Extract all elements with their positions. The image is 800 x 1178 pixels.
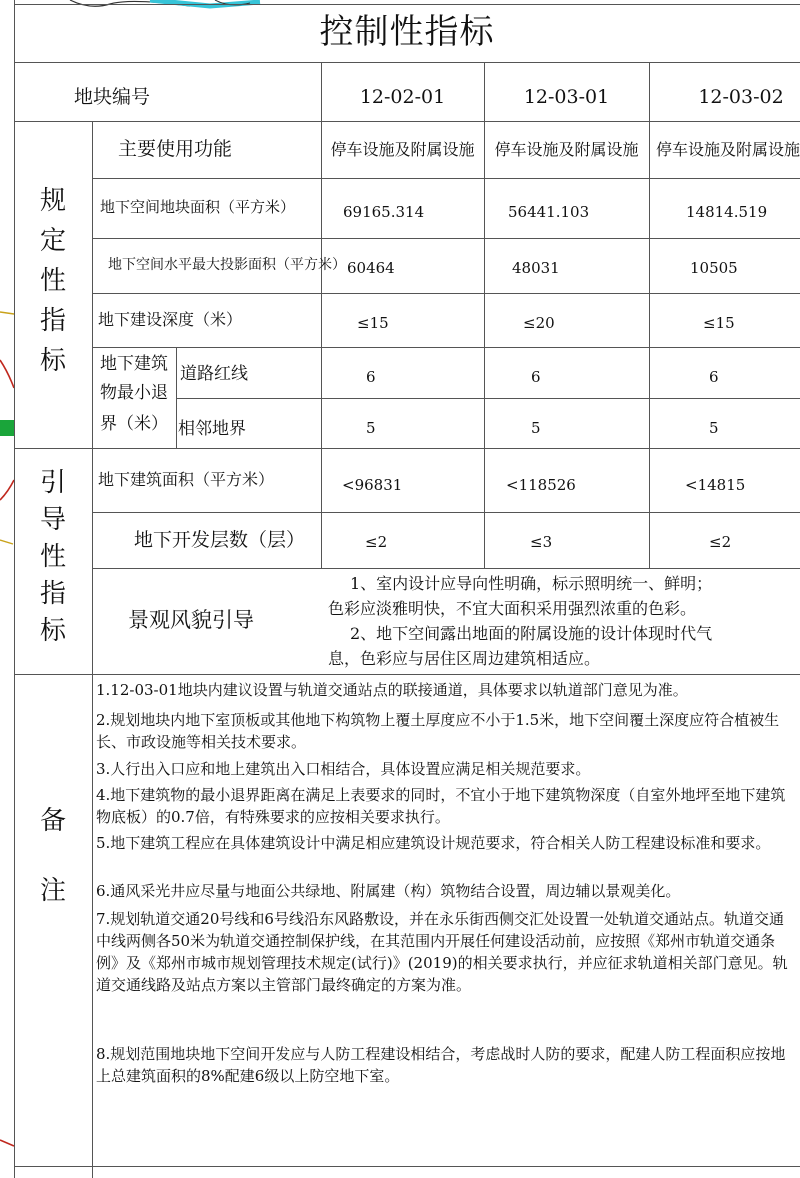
rule (14, 62, 800, 63)
cell-value: ≤15 (357, 314, 389, 332)
remark-note: 7.规划轨道交通20号线和6号线沿东风路敷设，并在永乐街西侧交汇处设置一处轨道交通站点。轨道交通中线两侧各50米为轨道交通控制保护线，在其范围内开展任何建设活动前，应按照《郑州市轨道交通条例》及《郑州市城市规划管理技术规定(试行)》(2019)的相关要求执行，并应征求轨道相关部门意见。轨道交通线路及站点方案以主管部门最终确定的方案为准。 (96, 910, 788, 994)
row-label-land-area: 地下空间地块面积（平方米） (100, 198, 296, 216)
landscape-guidance-line: 1、室内设计应导向性明确，标示照明统一、鲜明； (350, 574, 713, 593)
landscape-guidance-line: 色彩应淡雅明快，不宜大面积采用强烈浓重的色彩。 (328, 599, 697, 618)
cell-value: 69165.314 (343, 203, 425, 221)
landscape-guidance-line: 2、地下空间露出地面的附属设施的设计体现时代气 (350, 624, 713, 643)
cell-value: 56441.103 (508, 203, 590, 221)
setback-label-line: 界（米） (100, 414, 168, 434)
rule (92, 293, 800, 294)
rule (14, 1166, 800, 1167)
row-label-building-area: 地下建筑面积（平方米） (98, 470, 275, 489)
guidance-group-char: 性 (39, 542, 66, 572)
rule (484, 62, 485, 512)
cell-value: <118526 (506, 476, 576, 494)
rule (92, 568, 800, 569)
cell-value: 10505 (690, 259, 738, 277)
rule (92, 512, 800, 513)
cell-value: ≤20 (523, 314, 555, 332)
regulatory-group-char: 指 (39, 306, 66, 336)
cell-value: 6 (366, 368, 376, 386)
row-label-adjacent-boundary: 相邻地界 (178, 419, 246, 439)
cell-value: ≤2 (709, 533, 732, 551)
row-label-depth: 地下建设深度（米） (98, 310, 243, 329)
plot-number-label: 地块编号 (74, 86, 151, 108)
remark-note: 3.人行出入口应和地上建筑出入口相结合，具体设置应满足相关规范要求。 (96, 760, 591, 778)
cell-value: 48031 (512, 259, 560, 277)
row-label-floors: 地下开发层数（层） (134, 529, 306, 551)
cell-value: 5 (709, 419, 719, 437)
row-label-projection-area: 地下空间水平最大投影面积（平方米） (108, 257, 346, 273)
cell-value: 5 (531, 419, 541, 437)
setback-label-line: 地下建筑 (100, 354, 168, 374)
cell-value: 停车设施及附属设施 (494, 140, 639, 159)
regulatory-group-char: 定 (39, 226, 66, 256)
rule (649, 62, 650, 512)
guidance-group-char: 标 (39, 616, 66, 646)
rule (92, 347, 800, 348)
rule (14, 4, 800, 5)
rule (92, 121, 93, 1178)
remarks-label-char: 备 (39, 806, 66, 836)
remark-note: 8.规划范围地块地下空间开发应与人防工程建设相结合，考虑战时人防的要求，配建人防工程面积应按地上总建筑面积的8%配建6级以上防空地下室。 (96, 1045, 786, 1085)
cell-value: ≤3 (530, 533, 553, 551)
regulatory-group-char: 性 (39, 266, 66, 296)
rule (321, 512, 322, 568)
map-green-mark (0, 420, 15, 436)
regulatory-group-char: 标 (39, 346, 66, 376)
rule (14, 121, 800, 122)
cell-value: 停车设施及附属设施 (330, 140, 475, 159)
cell-value: 14814.519 (686, 203, 768, 221)
cell-value: ≤2 (365, 533, 388, 551)
cell-value: 60464 (347, 259, 395, 277)
row-label-landscape: 景观风貌引导 (128, 608, 254, 632)
map-line-red-1 (0, 360, 14, 388)
setback-label-line: 物最小退 (100, 383, 168, 403)
remark-note: 5.地下建筑工程应在具体建筑设计中满足相应建筑设计规范要求，符合相关人防工程建设标准和要求。 (96, 834, 771, 852)
rule (484, 512, 485, 568)
cell-value: <96831 (342, 476, 403, 494)
map-line-yellow-2 (0, 540, 13, 544)
cell-value: 6 (709, 368, 719, 386)
cell-value: ≤15 (703, 314, 735, 332)
guidance-group-char: 引 (39, 468, 66, 498)
map-line-red-2 (0, 480, 14, 500)
guidance-group-char: 导 (39, 505, 66, 535)
rule (649, 512, 650, 568)
cell-value: <14815 (685, 476, 746, 494)
rule (92, 238, 800, 239)
remark-note: 6.通风采光井应尽量与地面公共绿地、附属建（构）筑物结合设置，周边辅以景观美化。 (96, 882, 681, 900)
row-label-road-redline: 道路红线 (180, 364, 248, 384)
rule (321, 62, 322, 512)
cell-value: 5 (366, 419, 376, 437)
rule (176, 398, 800, 399)
rule (176, 347, 177, 448)
cell-value: 停车设施及附属设施 (656, 140, 800, 159)
cell-value: 6 (531, 368, 541, 386)
remark-note: 1.12-03-01地块内建议设置与轨道交通站点的联接通道，具体要求以轨道部门意见为准。 (96, 681, 688, 699)
plot-number: 12-02-01 (359, 86, 446, 108)
rule (14, 448, 800, 449)
regulatory-group-char: 规 (39, 186, 66, 216)
remark-note: 2.规划地块内地下室顶板或其他地下构筑物上覆土厚度应不小于1.5米，地下空间覆土深度应符合植被生长、市政设施等相关技术要求。 (96, 711, 780, 751)
plot-number: 12-03-02 (698, 86, 784, 108)
rule (92, 178, 800, 179)
rule (14, 674, 800, 675)
map-line-red-3 (0, 1140, 14, 1146)
row-label-main-use: 主要使用功能 (118, 138, 233, 160)
page-title: 控制性指标 (319, 12, 495, 52)
remarks-label-char: 注 (39, 876, 66, 906)
landscape-guidance-line: 息，色彩应与居住区周边建筑相适应。 (328, 649, 601, 668)
map-line-cyan (150, 0, 260, 6)
map-line-yellow-1 (0, 312, 14, 314)
remark-note: 4.地下建筑物的最小退界距离在满足上表要求的同时，不宜小于地下建筑物深度（自室外地坪至地下建筑物底板）的0.7倍，有特殊要求的应按相关要求执行。 (96, 786, 786, 826)
guidance-group-char: 指 (39, 579, 66, 609)
plot-number: 12-03-01 (523, 86, 610, 108)
